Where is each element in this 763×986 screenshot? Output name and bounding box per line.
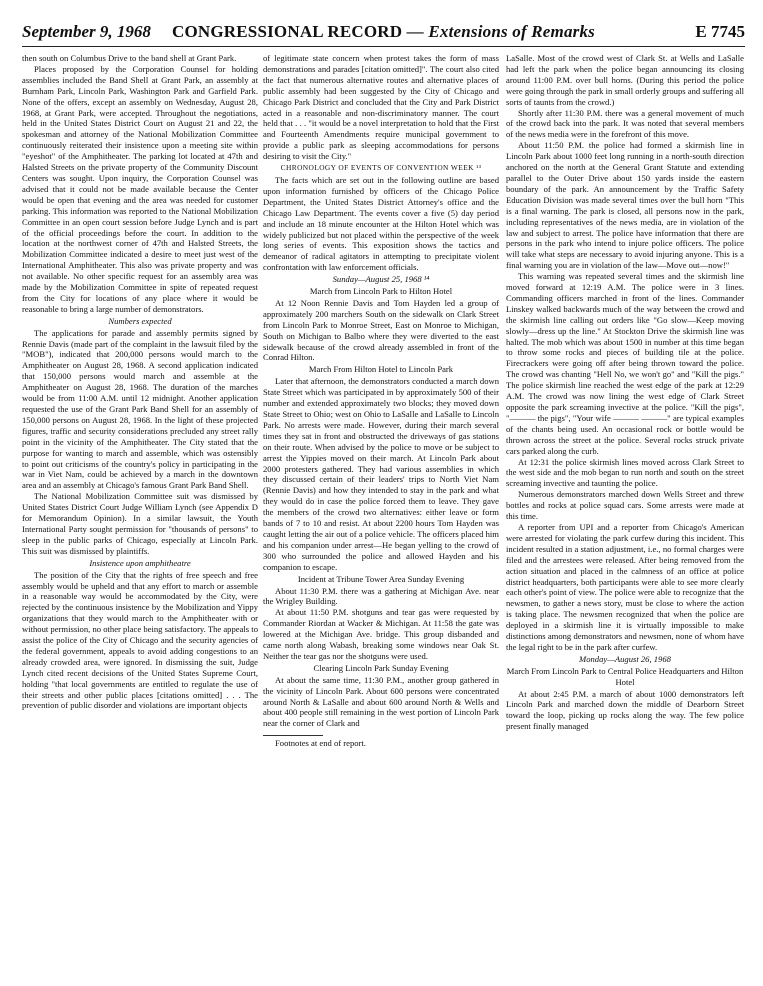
- paragraph: Places proposed by the Corporation Counsel for holding assemblies included the Band Shell at Grant Park, an assembly at Burnham Park, Lincoln Park, Washington Park and Garfield Park. None of the offers, except an assembly on Wednesday, August 28, 1968, at Grant Park, were accepted. Throughout the negotiations, held in the United States District Court on August 21 and 22, the spokesman and attorney of the National Mobilization Committee continuously reiterated their insistence upon a meeting site within "eyeshot" of the Amphitheater. The parking lot located at 47th and Halsted Streets on the private property of the Community Discount Centers was sought. Upon inquiry, the Corporation Counsel was advised that it could not be made available because the Center would be open that evening and the area was needed for customer parking. This information was reported to the National Mobilization Committee in an open court session before Judge Lynch and is part of the official proceedings before the court. In addition to the location at the northwest corner of 47th and Halsted Streets, the Mobilization Committee indicated a desire to meet just west of the International Amphitheater. This also was private property and was not available. No other specific request for an assembly area was made by the Mobilization Committee in spite of repeated request from the City for locations of any place where it would be reasonable to bring a large number of demonstrators.: [22, 63, 258, 314]
- subheading: Insistence upon amphitheatre: [89, 557, 191, 568]
- paragraph: Later that afternoon, the demonstrators conducted a march down State Street which was participated in by approximately 500 of their number and extended approximately two blocks; they moved down State Street to Ohio; west on Ohio to LaSalle and LaSalle to Lincoln Park. No arrests were made. However, during their march several times they sat in front and obstructed the driveways of gas stations on their route. When advised by the police to move or be subject to arrest the Yippies moved on their march. At Lincoln Park about 2000 protesters gathered. They had various assemblies in which they discussed certain of their leaders' trips to North Viet Nam (Rennie Davis) and how they intended to stay in the park and what they would do in case the police forced them to leave. They gave the members of the crowd two alternatives: either leave or form bands of 7 to 10 and resist. At about 2200 hours Tom Hayden was caught letting the air out of a police vehicle. The officers placed him and his companion under arrest—He began yelling to the crowd of 300 who surrounded the police and allowed Hayden and his companion to escape.: [263, 376, 499, 572]
- column-1: [22, 53, 258, 978]
- paragraph: LaSalle. Most of the crowd west of Clark St. at Wells and LaSalle had left the park when the police began announcing its closing around 11:00 P.M. over bull horns. (During this period the police were going through the park in small orderly groups and suffering all sorts of taunts from the crowd.): [506, 53, 744, 107]
- paragraph: Shortly after 11:30 P.M. there was a general movement of much of the crowd back into the park. It was noted that several members of the news media were in the forefront of this move.: [506, 107, 744, 140]
- event-heading: March from Lincoln Park to Hilton Hotel: [309, 286, 453, 297]
- paragraph: The position of the City that the rights of free speech and free assembly would be upheld and that any effort to march or assemble in a reasonable way would be accommodated by the City, were rejected by the continuous insistence by the Mobilization and Yippy organizations that they would march to the Amphitheater with or without permission, no other place being satisfactory. The appeals to assist the police of the City of Chicago and the security agencies of the federal government, appeals to avoid adding congestions to an already crowded area, were ignored. In dismissing the suit, Judge Lynch cited recent decisions of the United States Supreme Court, holding "that local governments are entitled to regulate the use of their streets and other public places [citations omitted] . . . The prevention of public disorder and violations are important objects: [22, 569, 258, 711]
- paragraph: About 11:50 P.M. the police had formed a skirmish line in Lincoln Park about 1000 feet long running in a north-south direction anchored on the north at the General Grant Statute and extending parallel to the Outer Drive about 150 yards inside the eastern boundary of the park. An announcement by the Traffic Safety Education Division was made several times over the bull horn "This is a final warning. The park is closed, all persons now in the park, including representatives of the news media, are in violation of the law and subject to arrest. The police have information that there are persons in the park who intend to injure police officers. The police will take what steps are necessary to avoid injuring anyone. This is a final warning you are in violation of the law—Move out—now!": [506, 140, 744, 271]
- event-heading: Incident at Tribune Tower Area Sunday Evening: [297, 573, 465, 584]
- subheading: Numbers expected: [108, 315, 172, 326]
- paragraph: At about the same time, 11:30 P.M., another group gathered in the vicinity of Lincoln Park. About 600 persons were concentrated around North & LaSalle and about 600 around North & Wells and about 400 people still remaining in the west portion of Lincoln Park near the corner of Clark and: [263, 674, 499, 729]
- column-2: [263, 53, 499, 978]
- paragraph: then south on Columbus Drive to the band shell at Grant Park.: [22, 53, 237, 63]
- footnote-text: Footnotes at end of report.: [275, 738, 366, 749]
- paragraph: A reporter from UPI and a reporter from Chicago's American were arrested for violating the park curfew during this incident. This incident resulted in a station adjustment, i.e., no formal charges were filed and the arrestees were released. After being removed from the action situation and placed in the calmness of an office at police district headquarters, both participants were able to see more clearly each other's point of view. The police were able to recognize that the newsmen, to gather a news story, must be close to where the action is taking place. The newsmen recognized that when the police are deployed in a skirmish line it is virtually impossible to make distinctions among demonstrators and newsmen, none of whom have the legal right to be in the park after curfew.: [506, 521, 744, 652]
- paragraph: About 11:30 P.M. there was a gathering at Michigan Ave. near the Wrigley Building.: [263, 585, 499, 607]
- event-heading: March From Lincoln Park to Central Police Headquarters and Hilton Hotel: [506, 665, 744, 687]
- column-3: [506, 53, 744, 978]
- header-title: [22, 22, 745, 42]
- subheading: Monday—August 26, 1968: [579, 653, 671, 664]
- footnote-rule: [263, 735, 323, 736]
- paragraph: The facts which are set out in the following outline are based upon information furnished by officers of the Chicago Police Department, the United States District Attorney's office and the Chicago Law Department. The events cover a five (5) day period and include an 18 minute encounter at the Hilton Hotel which was widely publicized but not placed within the perspective of the week long series of events. This exposition shows the tactics and demeanor of radical agitators in attempting to precipitate violent confrontation with law enforcement officials.: [263, 174, 499, 273]
- header-rule: [22, 46, 745, 47]
- paragraph: of legitimate state concern when protest takes the form of mass demonstrations and parades [citation omitted]". The court also cited the fact that numerous alternative routes and alternative places of public assembly had been suggested by the City of Chicago and Chicago Park District and concluded that the City and Park District acted in a reasonable and non-discriminatory manner. The court held that . . . "it would be a novel interpretation to hold that the First and Fourteenth Amendments require municipal government to provide a public park as sleeping accommodations for persons desiring to visit the City.": [263, 53, 499, 162]
- header-page-number: E 7745: [695, 22, 745, 41]
- header-title-section: Extensions of Remarks: [428, 22, 595, 41]
- paragraph: Numerous demonstrators marched down Wells Street and threw bottles and rocks at police squad cars. Some arrests were made at this time.: [506, 489, 744, 522]
- page-header: [22, 22, 745, 48]
- header-title-main: CONGRESSIONAL RECORD —: [171, 22, 429, 41]
- paragraph: At about 11:50 P.M. shotguns and tear gas were requested by Commander Riordan at Wacker & Michigan. At 11:58 the gate was lowered at the Michigan Ave. bridge. This group disbanded and came north along Wabash, breaking some windows near Oak St. Neither the tear gas nor the shotguns were used.: [263, 607, 499, 661]
- paragraph: At 12 Noon Rennie Davis and Tom Hayden led a group of approximately 200 marchers South on the sidewalk on Clark Street from Lincoln Park to Monroe Street, East on Monroe to Michigan, South on Michigan to Balbo where they were diverted to the east sidewalk because of the crowd already assembled in front of the Conrad Hilton.: [263, 297, 499, 363]
- paragraph: The applications for parade and assembly permits signed by Rennie Davis (made part of the complaint in the lawsuit filed by the "MOB"), indicated that 200,000 persons would march to the Amphitheater on August 28, 1968. A second application indicated that 150,000 persons would march and assemble at the Amphitheater on August 28, 1968. The duration of the marches would be from 11:00 A.M. until 12 midnight. Another application requested the use of the Grant Park Band Shell for an assembly of 150,000 persons on August 28, 1968. In the light of these projected figures, traffic and security considerations precluded any street rally point in the vicinity of the Amphitheater. The City stated that the purpose for wanting to march and assemble, which was ostensibly to point out criticisms of the country's policy in participating in the war in Viet Nam, could be achieved by a march in the downtown area and an assembly at Chicago's famous Grant Park Band Shell.: [22, 327, 258, 491]
- paragraph: This warning was repeated several times and the skirmish line moved forward at 12:19 A.M. The police were in 3 lines. Commanding officers marched in front of the lines. Commander Linskey walked backwards much of the way between the crowd and the skirmish line calling out orders like "Go slow—Keep moving slowly—dress up the line." At Stockton Drive the skirmish line was halted. The mob which was about 1500 in number at this time began to throw some rocks and pieces of building tile at the police. Firecrackers were going off after being thrown toward the police. The crowd was chanting "Hell No, we won't go" and "Kill the pigs." The police skirmish line reached the west edge of the park at 12:29 A.M. The crowd was now lining the west edge of Clark Street opposite the park screaming invective at the police. "Kill the pigs", "——— the pigs", "Your wife ——— ———" are typical examples of the chants being used. An occasional rock or bottle would be thrown across the street at the police. Several rocks struck private cars parked along the curb.: [506, 271, 744, 456]
- paragraph: At about 2:45 P.M. a march of about 1000 demonstrators left Lincoln Park and marched down the middle of Dearborn Street toward the loop, picking up rocks along the way. The few police present finally managed: [506, 688, 744, 732]
- event-heading: Clearing Lincoln Park Sunday Evening: [313, 662, 449, 673]
- paragraph: At 12:31 the police skirmish lines moved across Clark Street to the west side and the mob began to run north and south on the street screaming invective and taunting the police.: [506, 456, 744, 489]
- subheading: Sunday—August 25, 1968 ¹⁴: [332, 274, 430, 285]
- section-heading: CHRONOLOGY OF EVENTS OF CONVENTION WEEK ¹³: [280, 163, 482, 173]
- header-date: September 9, 1968: [22, 22, 151, 41]
- event-heading: March From Hilton Hotel to Lincoln Park: [308, 364, 454, 375]
- paragraph: The National Mobilization Committee suit was dismissed by United States District Court Judge William Lynch (see Appendix D for Memorandum Opinion). In a similar lawsuit, the Youth International Party sought permission for "thousands of persons" to sleep in the public parks of Chicago, especially at Lincoln Park. This suit was dismissed by plaintiffs.: [22, 491, 258, 556]
